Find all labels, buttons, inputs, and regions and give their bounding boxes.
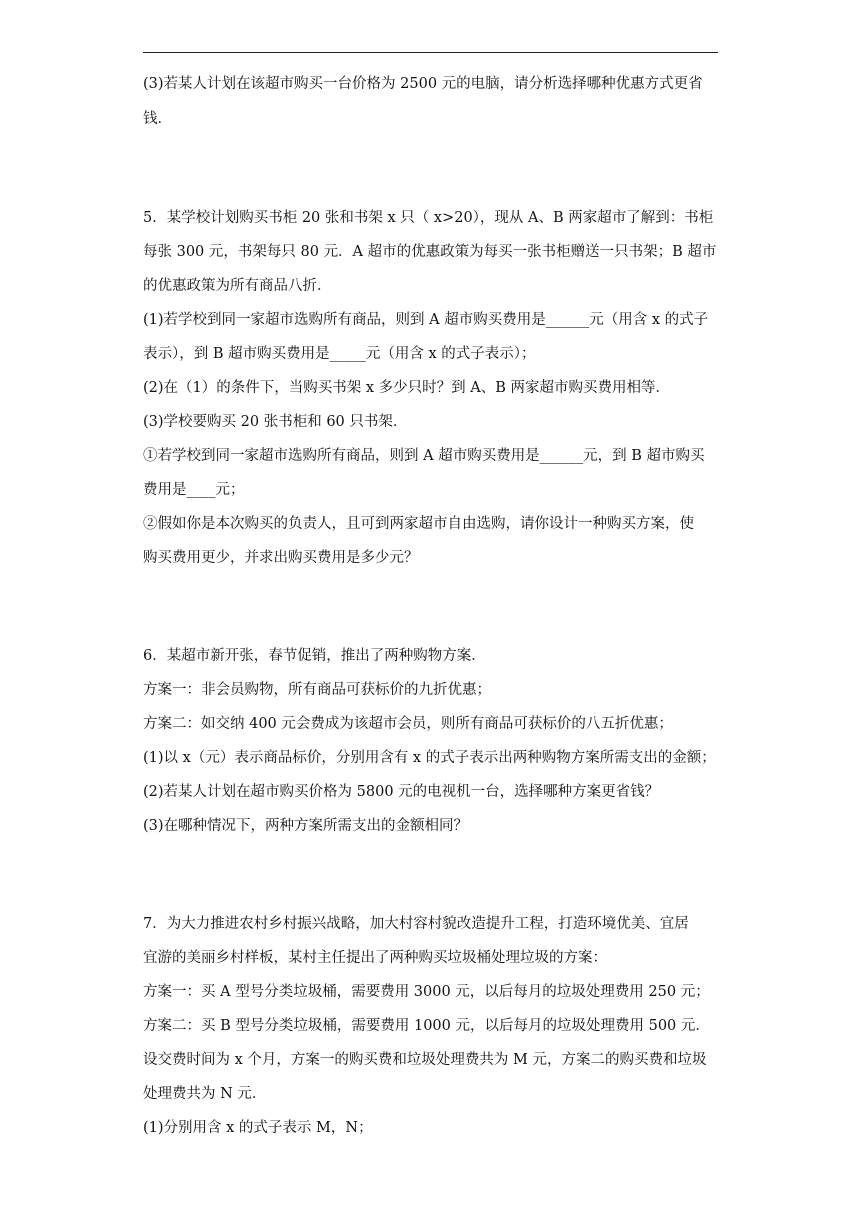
text-line: ①若学校到同一家超市选购所有商品，则到 A 超市购买费用是______元，到 B 超市购买	[143, 448, 705, 464]
text-line: 方案二：如交纳 400 元会费成为该超市会员，则所有商品可获标价的八五折优惠；	[143, 716, 673, 732]
text-line: 方案一：非会员购物，所有商品可获标价的九折优惠；	[143, 682, 491, 698]
text-line: (1)以 x（元）表示商品标价，分别用含有 x 的式子表示出两种购物方案所需支出的金额；	[143, 750, 716, 766]
text-line: 宜游的美丽乡村样板，某村主任提出了两种购买垃圾桶处理垃圾的方案：	[143, 950, 607, 966]
text-line: 设交费时间为 x 个月，方案一的购买费和垃圾处理费共为 M 元，方案二的购买费和垃圾	[143, 1052, 707, 1068]
text-line: 处理费共为 N 元．	[143, 1086, 267, 1102]
text-line: 方案一：买 A 型号分类垃圾桶，需要费用 3000 元，以后每月的垃圾处理费用 250 元；	[143, 984, 710, 1000]
text-line: 的优惠政策为所有商品八折．	[143, 278, 332, 294]
text-line: ②假如你是本次购买的负责人，且可到两家超市自由选购，请你设计一种购买方案，使	[143, 516, 694, 532]
text-line: (1)分别用含 x 的式子表示 M，N；	[143, 1120, 373, 1136]
text-line: 费用是____元；	[143, 482, 245, 498]
text-line: 方案二：买 B 型号分类垃圾桶，需要费用 1000 元，以后每月的垃圾处理费用 500 元．	[143, 1018, 710, 1034]
text-line: 6．某超市新开张，春节促销，推出了两种购物方案．	[143, 648, 486, 664]
text-line: (2)若某人计划在超市购买价格为 5800 元的电视机一台，选择哪种方案更省钱？	[143, 784, 660, 800]
text-line: 5．某学校计划购买书柜 20 张和书架 x 只（ x>20），现从 A、B 两家超市了解到：书柜	[143, 210, 714, 226]
text-line: 钱．	[143, 111, 172, 127]
text-line: (3)若某人计划在该超市购买一台价格为 2500 元的电脑，请分析选择哪种优惠方式更省	[143, 76, 703, 92]
text-line: 7．为大力推进农村乡村振兴战略，加大村容村貌改造提升工程，打造环境优美、宜居	[143, 916, 689, 932]
text-line: 购买费用更少，并求出购买费用是多少元？	[143, 550, 419, 566]
text-line: (3)在哪种情况下，两种方案所需支出的金额相同？	[143, 818, 469, 834]
text-line: (2)在（1）的条件下，当购买书架 x 多少只时？到 A、B 两家超市购买费用相等．	[143, 380, 671, 396]
header-rule	[143, 52, 718, 53]
text-line: (3)学校要购买 20 张书柜和 60 只书架．	[143, 414, 408, 430]
text-line: 表示），到 B 超市购买费用是_____元（用含 x 的式子表示）；	[143, 346, 536, 362]
text-line: (1)若学校到同一家超市选购所有商品，则到 A 超市购买费用是______元（用含 x 的式子	[143, 312, 709, 328]
text-line: 每张 300 元，书架每只 80 元．A 超市的优惠政策为每买一张书柜赠送一只书架；B 超市	[143, 244, 717, 260]
